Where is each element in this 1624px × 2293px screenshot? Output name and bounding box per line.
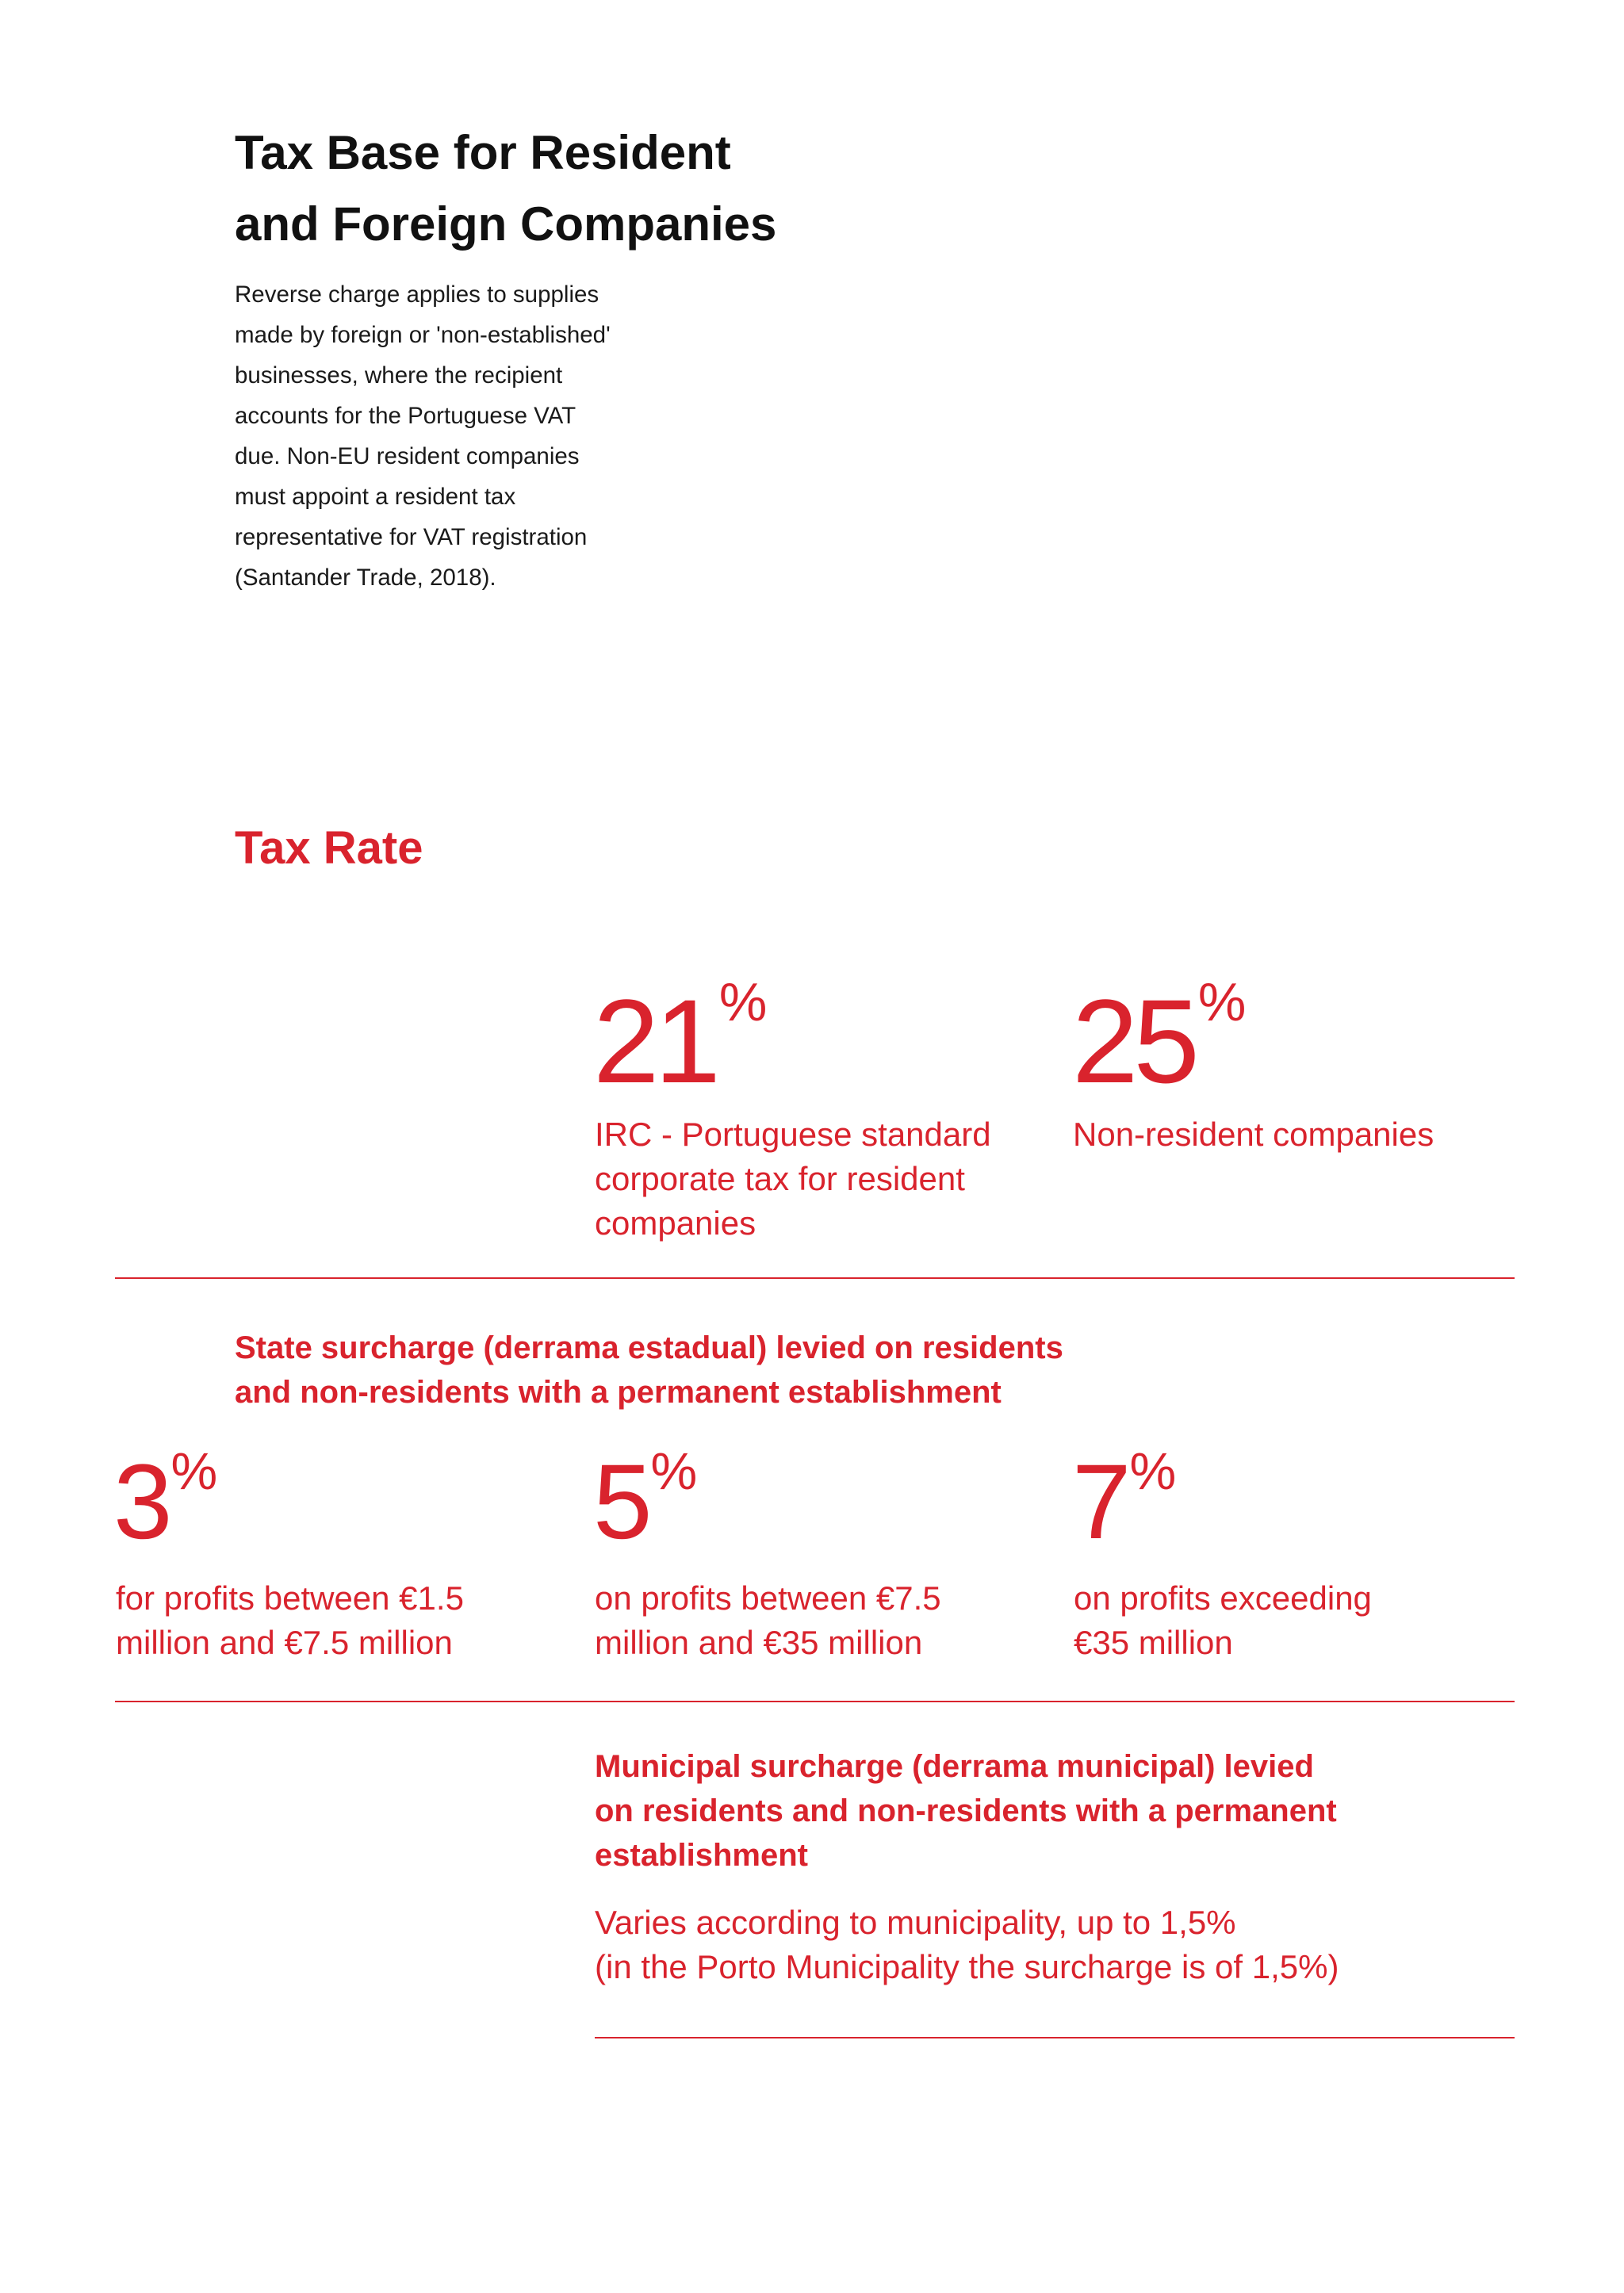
- standard-rate-number: 21: [593, 974, 716, 1108]
- state-surcharge-3-description: [116, 1576, 464, 1665]
- state-surcharge-desc-line: for profits between €1.5: [116, 1579, 464, 1617]
- state-surcharge-heading: [235, 1326, 1063, 1414]
- intro-line: made by foreign or 'non-established': [235, 322, 611, 348]
- non-resident-rate-value: [1072, 972, 1247, 1108]
- percent-sign: %: [170, 1441, 218, 1500]
- intro-line: (Santander Trade, 2018).: [235, 565, 496, 591]
- non-resident-rate-number: 25: [1072, 974, 1195, 1108]
- municipal-surcharge-description: [595, 1901, 1339, 1989]
- state-surcharge-heading-line: and non-residents with a permanent establishment: [235, 1375, 1002, 1410]
- divider: [115, 1701, 1515, 1702]
- municipal-surcharge-heading-line: on residents and non-residents with a permanent: [595, 1793, 1337, 1828]
- state-surcharge-5-description: [595, 1576, 941, 1665]
- state-surcharge-desc-line: €35 million: [1074, 1624, 1233, 1661]
- percent-sign: %: [718, 972, 768, 1032]
- page-title: [235, 117, 776, 260]
- standard-rate-value: [593, 972, 768, 1108]
- state-surcharge-7-description: [1074, 1576, 1372, 1665]
- state-surcharge-desc-line: on profits exceeding: [1074, 1579, 1372, 1617]
- divider: [595, 2037, 1515, 2038]
- tax-rate-title: Tax Rate: [235, 822, 423, 874]
- page-title-line-1: Tax Base for Resident: [235, 126, 731, 179]
- percent-sign: %: [1197, 972, 1247, 1032]
- state-surcharge-7-value: [1072, 1441, 1177, 1561]
- state-surcharge-5-value: [593, 1441, 698, 1561]
- standard-rate-desc-line: corporate tax for resident: [595, 1160, 965, 1197]
- municipal-surcharge-heading: [595, 1744, 1337, 1878]
- intro-line: Reverse charge applies to supplies: [235, 281, 599, 308]
- intro-paragraph: [235, 274, 679, 598]
- state-surcharge-7-number: 7: [1072, 1443, 1127, 1561]
- non-resident-desc-line: Non-resident companies: [1073, 1116, 1434, 1153]
- intro-line: due. Non-EU resident companies: [235, 443, 580, 469]
- state-surcharge-3-value: [113, 1441, 218, 1561]
- divider: [115, 1277, 1515, 1279]
- state-surcharge-heading-line: State surcharge (derrama estadual) levied on residents: [235, 1330, 1063, 1365]
- state-surcharge-desc-line: million and €7.5 million: [116, 1624, 453, 1661]
- state-surcharge-desc-line: million and €35 million: [595, 1624, 923, 1661]
- standard-rate-desc-line: companies: [595, 1204, 756, 1242]
- state-surcharge-desc-line: on profits between €7.5: [595, 1579, 941, 1617]
- intro-line: businesses, where the recipient: [235, 362, 563, 389]
- intro-line: accounts for the Portuguese VAT: [235, 403, 576, 429]
- page-title-line-2: and Foreign Companies: [235, 197, 777, 251]
- municipal-surcharge-desc-line: (in the Porto Municipality the surcharge is of 1,5%): [595, 1948, 1339, 1985]
- non-resident-rate-description: [1073, 1112, 1434, 1157]
- intro-line: must appoint a resident tax: [235, 484, 516, 510]
- standard-rate-description: [595, 1112, 991, 1246]
- state-surcharge-5-number: 5: [593, 1443, 648, 1561]
- municipal-surcharge-desc-line: Varies according to municipality, up to 1,5%: [595, 1904, 1236, 1941]
- percent-sign: %: [650, 1441, 698, 1500]
- municipal-surcharge-heading-line: establishment: [595, 1838, 808, 1873]
- percent-sign: %: [1129, 1441, 1177, 1500]
- state-surcharge-3-number: 3: [113, 1443, 168, 1561]
- standard-rate-desc-line: IRC - Portuguese standard: [595, 1116, 991, 1153]
- municipal-surcharge-heading-line: Municipal surcharge (derrama municipal) levied: [595, 1749, 1314, 1784]
- intro-line: representative for VAT registration: [235, 524, 588, 550]
